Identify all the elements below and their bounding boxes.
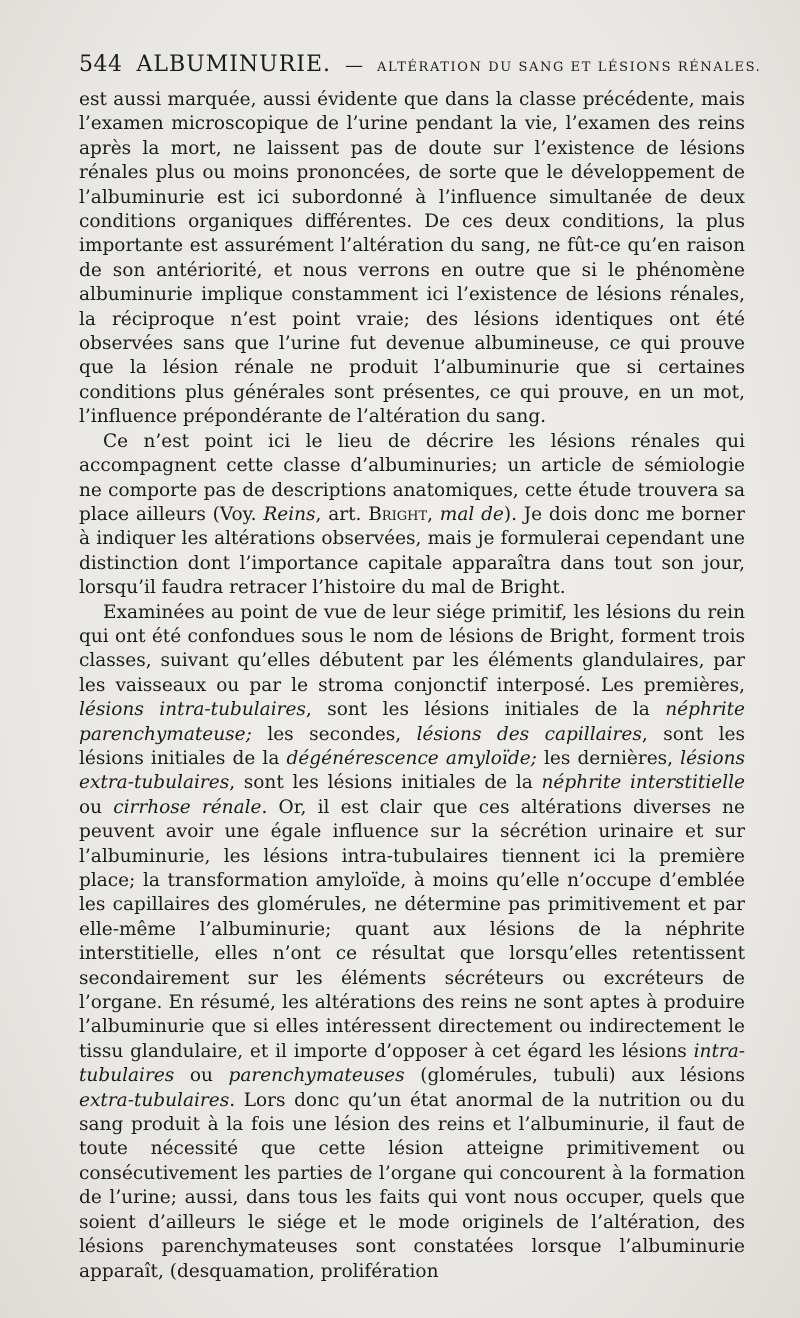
italic-term: dégénérescence amyloïde; — [286, 747, 537, 769]
paragraph-text: . Or, il est clair que ces altérations diverses ne peuvent avoir une égale influence sur la sécrétion urinaire et sur l’albuminurie, les lésions intra-tubulaires tiennent ici la première place; la transformation amyloïde, à moins qu’elle n’occupe d’emblée les capillaires des glomérules, ne détermine pas primitivement et par elle-même l’albuminurie; quant aux lésions de la néphrite interstitielle, elles n’ont ce résultat que lorsqu’elles retentissent secondairement sur les éléments sécréteurs ou excréteurs de l’organe. En résumé, les altérations des reins ne sont aptes à produire l’albuminurie que si elles intéressent directement ou indirectement le tissu glandulaire, et il importe d’opposer à cet égard les lésions — [79, 796, 745, 1062]
page-number: 544 — [79, 52, 123, 77]
paragraph-text: ). Je dois donc me borner à indiquer les altérations observées, mais je formulerai cependant une distinction dont l’importance capitale apparaîtra dans tout son jour, lorsqu’il faudra retracer l’histoire du mal de Bright. — [79, 503, 745, 599]
paragraph-text: ou — [79, 796, 114, 818]
paragraph-text: , art. — [315, 503, 369, 525]
paragraph-text: , sont les lésions initiales de la — [305, 699, 666, 721]
paragraph-text: Examinées au point de vue de leur siége primitif, les lésions du rein qui ont été confondues sous le nom de lésions de Bright, forment trois classes, suivant qu’elles débutent par les éléments glandulaires, par les vaisseaux ou par le stroma conjonctif interposé. Les premières, — [79, 601, 745, 696]
paragraph-text: (glomérules, tubuli) aux lésions — [404, 1065, 745, 1087]
paragraph-text: est aussi marquée, aussi évidente que dans la classe précédente, mais l’examen microscopique de l’urine pendant la vie, l’examen des reins après la mort, ne laissent pas de doute sur l’existence de lésions rénales plus ou moins prononcées, de sorte que le développement de l’albuminurie est ici subordonné à l’influence simultanée de deux conditions organiques différentes. De ces deux conditions, la plus importante est assurément l’altération du sang, ne fût-ce qu’en raison de son antériorité, et nous verrons en outre que si le phénomène albuminurie implique constamment ici l’existence de lésions rénales, la réciproque n’est point vraie; des lésions identiques ont été observées sans que l’urine fut devenue albumineuse, ce qui prouve que la lésion rénale ne produit l’albuminurie que si certaines conditions plus générales sont présentes, ce qui prouve, en un mot, l’influence prépondérante de l’altération du sang. — [79, 89, 745, 428]
paragraph-2 — [79, 430, 745, 601]
italic-term: lésions intra-tubulaires — [79, 699, 306, 721]
running-subtitle: ALTÉRATION DU SANG ET LÉSIONS RÉNALES. — [377, 60, 762, 75]
paragraph-text: les secondes, — [251, 723, 417, 745]
header-dash: — — [345, 55, 364, 76]
italic-term: Reins — [263, 503, 316, 525]
paragraph-text: , sont les lésions initiales de la — [229, 772, 542, 794]
paragraph-text: . Lors donc qu’un état anormal de la nutrition ou du sang produit à la fois une lésion des reins et l’albuminurie, il faut de toute nécessité que cette lésion atteigne primitivement ou consécutivement les parties de l’organe qui concourent à la formation de l’urine; aussi, dans tous les faits qui vont nous occuper, quels que soient d’ailleurs le siége et le mode originels de l’altération, des lésions parenchymateuses sont constatées lorsque l’albuminurie apparaît, (desquamation, prolifération — [79, 1089, 745, 1282]
running-title: ALBUMINURIE. — [136, 52, 332, 77]
italic-term: parenchymateuses — [228, 1065, 405, 1087]
paragraph-text: Ce n’est point ici le lieu de décrire les lésions rénales qui accompagnent cette classe d’albuminuries; un article de sémiologie ne comporte pas de descriptions anatomiques, cette étude trouvera sa place ailleurs (Voy. — [79, 430, 745, 525]
paragraph-3 — [79, 601, 745, 1284]
italic-term: néphrite interstitielle — [541, 772, 745, 794]
italic-term: extra-tubulaires — [79, 1089, 230, 1111]
paragraph-text: , sont les lésions initiales de la — [79, 723, 745, 769]
italic-term: intra-tubulaires — [79, 1040, 745, 1087]
italic-term: cirrhose rénale — [113, 796, 262, 818]
paragraph-text: , — [427, 503, 440, 525]
paragraph-1 — [79, 88, 745, 430]
italic-term: mal de — [439, 503, 504, 525]
paragraph-text: ou — [174, 1065, 229, 1087]
italic-term: lésions extra-tubulaires — [79, 747, 745, 794]
body-text — [79, 88, 745, 1284]
small-caps-term: Bright — [368, 503, 428, 525]
italic-term: néphrite parenchymateuse; — [79, 699, 745, 745]
paragraph-text: les dernières, — [536, 747, 681, 769]
italic-term: lésions des capillaires — [416, 723, 642, 745]
running-header — [79, 52, 760, 88]
